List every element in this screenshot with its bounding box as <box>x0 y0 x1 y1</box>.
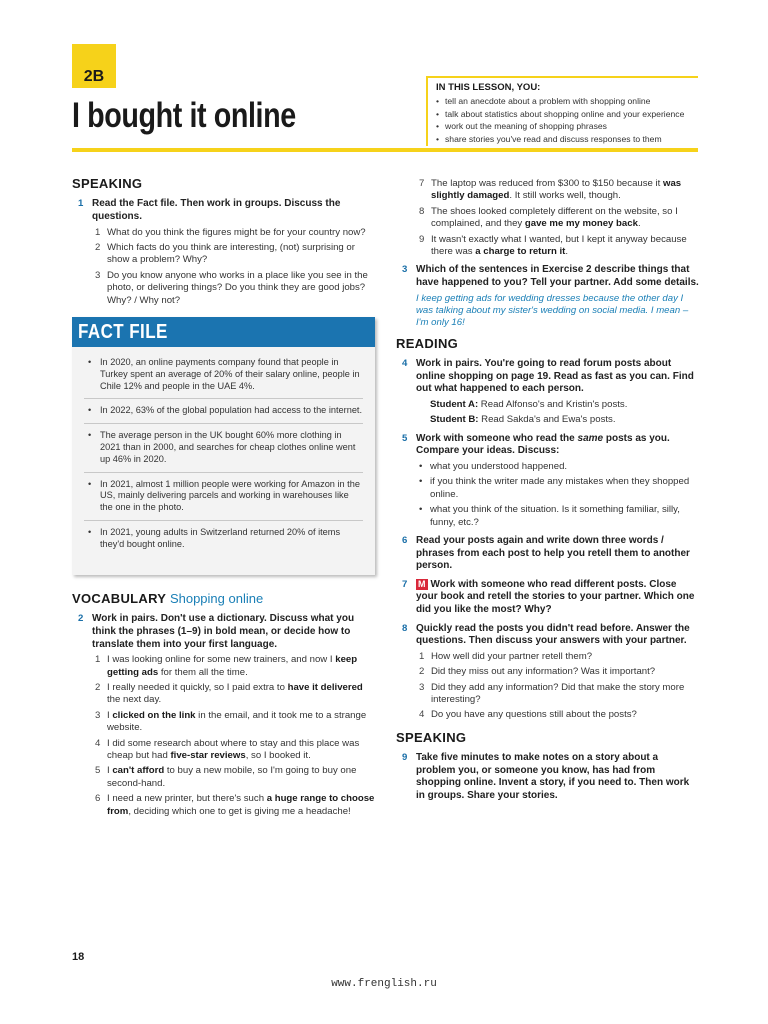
fact-item: • In 2021, young adults in Switzerland returned 20% of items they'd bought online. <box>84 521 363 557</box>
fact-file-panel <box>72 317 375 575</box>
exercise-number: 5 <box>402 432 408 444</box>
exercise-instruction: Take five minutes to make notes on a story about a problem you, or someone you know, has had from shopping online. Invent a story, if you need to. Then work in groups. Share your stories. <box>416 752 690 802</box>
exercise-number: 6 <box>402 535 408 547</box>
fact-file-heading: FACT FILE <box>72 317 375 347</box>
exercise-instruction: Which of the sentences in Exercise 2 describe things that have happened to you? Tell your partner. Add some details. <box>416 264 699 289</box>
right-column <box>396 178 700 808</box>
exercise-3 <box>396 264 700 329</box>
exercise-number: 9 <box>402 752 408 764</box>
list-item: 3 Did they add any information? Did that make the story more interesting? <box>419 681 685 706</box>
list-item: 4 Do you have any questions still about the posts? <box>419 709 637 721</box>
exercise-1 <box>72 198 377 307</box>
section-heading-reading: READING <box>396 335 459 351</box>
exercise-2 <box>72 613 377 818</box>
list-item: 1 What do you think the figures might be for your country now? <box>95 226 366 238</box>
exercise-instruction: Work in pairs. Don't use a dictionary. Discuss what you think the phrases (1–9) in bold mean, or decide how to translate them into your first language. <box>92 613 355 650</box>
header-divider <box>72 148 698 152</box>
exercise-instruction: Work with someone who read the same posts as you. Compare your ideas. Discuss: <box>416 432 670 457</box>
student-a-task: Student A: Read Alfonso's and Kristin's posts. <box>430 399 628 411</box>
list-item: 2 Which facts do you think are interesting, (not) surprising or show a problem? Why? <box>95 242 355 266</box>
question-list <box>92 227 377 307</box>
section-heading-vocabulary: VOCABULARY Shopping online <box>72 591 264 607</box>
objective-item: • talk about statistics about shopping online and your experience <box>436 108 698 121</box>
exercise-number: 1 <box>78 198 84 210</box>
left-column <box>72 178 377 823</box>
exercise-instruction: Read your posts again and write down three words / phrases from each post to help you retell them to another person. <box>416 535 690 572</box>
list-item: 4 I did some research about where to stay and this place was cheap but had five-star reviews, so I booked it. <box>95 737 360 762</box>
page-title: I bought it online <box>72 96 296 135</box>
list-item: 1 How well did your partner retell them? <box>419 650 593 662</box>
list-item: 3 I clicked on the link in the email, and it took me to a strange website. <box>95 709 367 734</box>
list-item: 6 I need a new printer, but there's such a huge range to choose from, deciding which one to get is giving me a headache! <box>95 793 375 817</box>
objective-item: • tell an anecdote about a problem with shopping online <box>436 95 698 108</box>
list-item: 8 The shoes looked completely different on the website, so I complained, and they gave me my money back. <box>419 205 678 230</box>
objective-item: • work out the meaning of shopping phrases <box>436 120 698 133</box>
exercise-number: 3 <box>402 264 408 276</box>
exercise-instruction: Quickly read the posts you didn't read before. Answer the questions. Then discuss your answers with your partner. <box>416 622 690 647</box>
student-b-task: Student B: Read Sakda's and Ewa's posts. <box>430 414 616 426</box>
lesson-code: 2B <box>72 66 116 88</box>
section-heading-speaking: SPEAKING <box>72 176 143 191</box>
exercise-6 <box>396 535 700 573</box>
list-item: • what you understood happened. <box>416 461 700 473</box>
lesson-tag-block <box>72 44 116 66</box>
fact-item: • In 2020, an online payments company found that people in Turkey spent an average of 20% of their salary online, people in Chile 12% and people in the UAE 4%. <box>84 351 363 399</box>
exercise-7 <box>396 579 700 617</box>
section-heading-speaking-2: SPEAKING <box>396 729 467 745</box>
fact-item: • In 2021, almost 1 million people were working for Amazon in the US, mainly delivering parcels and working in warehouses like the one in the photo. <box>84 473 363 521</box>
list-item: 2 Did they miss out any information? Was it important? <box>419 666 656 678</box>
phrase-list <box>92 654 377 818</box>
example-answer: I keep getting ads for wedding dresses because the other day I was talking about my sister's wedding on social media. I mean – I'm only 16! <box>416 292 689 329</box>
exercise-number: 8 <box>402 622 408 634</box>
exercise-number: 2 <box>78 613 84 625</box>
list-item: 7 The laptop was reduced from $300 to $150 because it was slightly damaged. It still works well, though. <box>419 178 682 202</box>
exercise-instruction: Read the Fact file. Then work in groups. Discuss the questions. <box>92 198 341 222</box>
mediation-badge: M <box>418 578 426 589</box>
exercise-number: 4 <box>402 358 408 370</box>
list-item: 3 Do you know anyone who works in a place like you see in the photo, or delivering things? Do you think they are good jobs? Why? / Why not? <box>95 269 368 306</box>
exercise-5 <box>396 433 700 529</box>
objectives-heading: IN THIS LESSON, YOU: <box>436 82 541 93</box>
question-list <box>416 651 700 722</box>
fact-item: • The average person in the UK bought 60% more clothing in 2021 than in 2000, and searches for cheap clothes online went up 46% in 2020. <box>84 424 363 472</box>
list-item: • what you think of the situation. Is it something familiar, silly, funny, etc.? <box>416 504 700 529</box>
exercise-2-continued <box>396 178 700 258</box>
fact-item: • In 2022, 63% of the global population had access to the internet. <box>84 399 363 424</box>
discussion-list <box>416 461 700 529</box>
list-item: • if you think the writer made any mistakes when they shopped online. <box>416 476 700 501</box>
phrase-list <box>416 178 700 258</box>
list-item: 5 I can't afford to buy a new mobile, so I'm going to buy one second-hand. <box>95 765 357 789</box>
exercise-instruction: M Work with someone who read different posts. Close your book and retell the stories to your partner. Which one did you like the most? Why? <box>416 578 695 616</box>
lesson-objectives-box <box>426 76 698 146</box>
page-number: 18 <box>72 951 85 963</box>
objectives-list <box>436 95 698 145</box>
exercise-9 <box>396 752 700 802</box>
list-item: 1 I was looking online for some new trainers, and now I keep getting ads for them all the time. <box>95 654 358 678</box>
list-item: 2 I really needed it quickly, so I paid extra to have it delivered the next day. <box>95 682 363 706</box>
exercise-instruction: Work in pairs. You're going to read forum posts about online shopping on page 19. Read as fast as you can. Find out what happened to each person. <box>416 358 694 395</box>
exercise-number: 7 <box>402 578 408 590</box>
section-subheading: Shopping online <box>169 591 264 607</box>
list-item: 9 It wasn't exactly what I wanted, but I kept it anyway because there was a charge to return it. <box>419 233 687 258</box>
watermark-url: www.frenglish.ru <box>331 978 437 990</box>
objective-item: • share stories you've read and discuss responses to them <box>436 133 698 146</box>
exercise-4 <box>396 358 700 427</box>
exercise-8 <box>396 623 700 722</box>
